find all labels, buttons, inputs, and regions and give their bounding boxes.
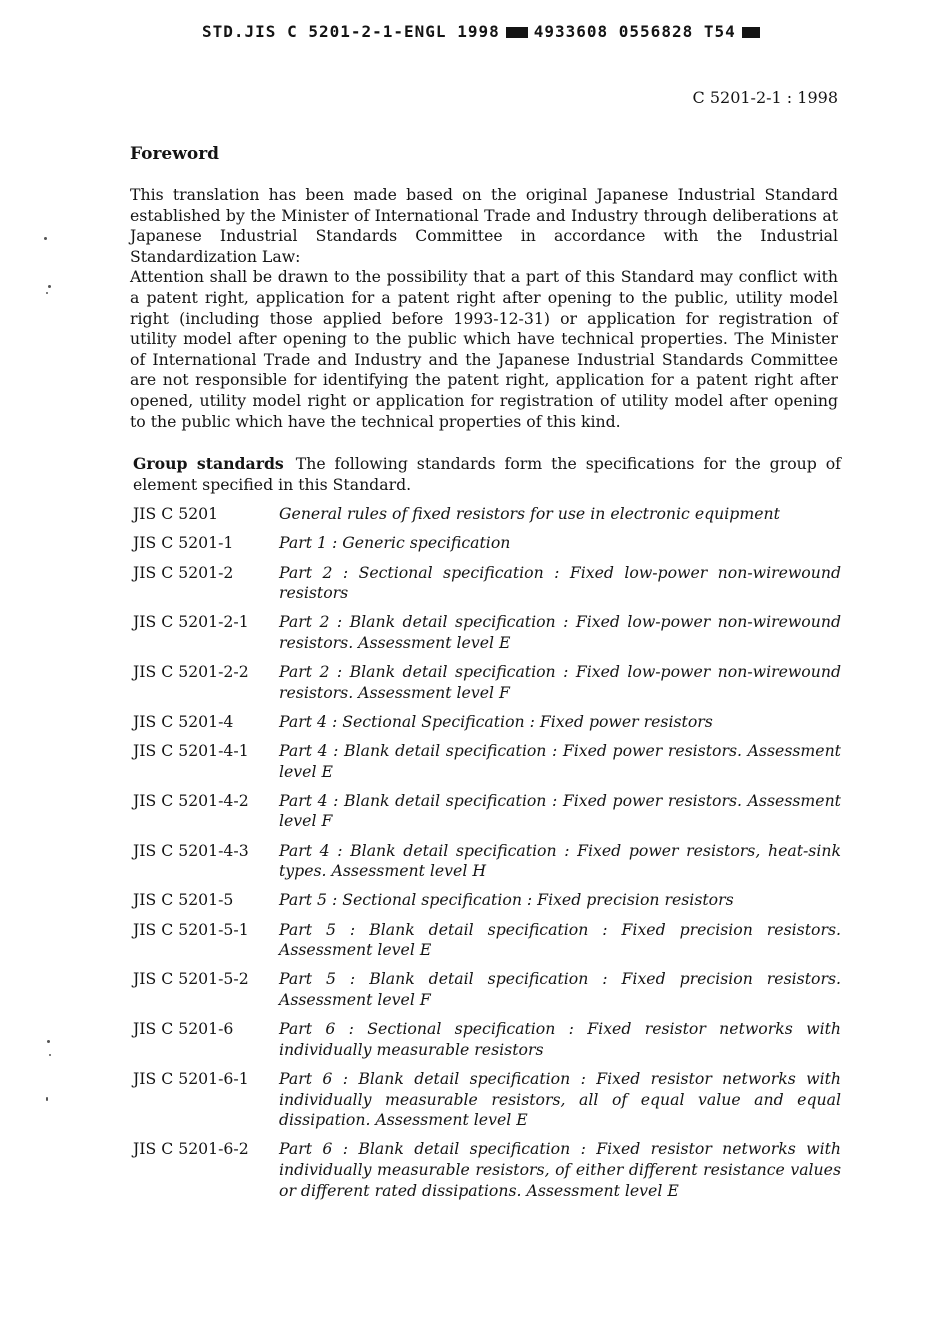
standard-list-item — [133, 1019, 841, 1060]
standard-number: C 5201-2-1 : 1998 — [692, 88, 838, 107]
standard-code: JIS C 5201-4-1 — [133, 741, 249, 761]
foreword-heading: Foreword — [130, 144, 220, 164]
standard-list-item — [133, 533, 841, 554]
standard-code: JIS C 5201-6-2 — [133, 1139, 249, 1159]
standard-title: General rules of fixed resistors for use in electronic equipment — [279, 504, 780, 524]
standard-code: JIS C 5201-2-1 — [133, 612, 249, 632]
group-standards-label: Group standards — [133, 454, 284, 473]
standard-list-item — [133, 1139, 841, 1201]
standard-title: Part 2 : Sectional specification : Fixed low-power non-wirewound resistors — [279, 562, 841, 603]
standard-code: JIS C 5201-5 — [133, 890, 234, 910]
standard-list-item — [133, 1069, 841, 1131]
standard-code: JIS C 5201 — [133, 504, 219, 524]
standard-list-item — [133, 920, 841, 961]
group-standards-section — [133, 454, 841, 1210]
standard-title: Part 4 : Blank detail specification : Fixed power resistors, heat-sink types. Assessment level H — [279, 840, 841, 881]
standard-title: Part 4 : Blank detail specification : Fixed power resistors. Assessment level F — [279, 790, 841, 831]
scan-speck — [48, 285, 51, 288]
standard-title: Part 2 : Blank detail specification : Fixed low-power non-wirewound resistors. Assessment level F — [279, 662, 841, 702]
header-block-mark-end — [742, 27, 760, 38]
standard-list-item — [133, 504, 841, 525]
standard-list-item — [133, 712, 841, 733]
standard-code: JIS C 5201-1 — [133, 533, 234, 553]
standard-code: JIS C 5201-2-2 — [133, 662, 249, 682]
header-block-mark — [506, 27, 528, 38]
scan-speck — [46, 292, 48, 294]
standard-code: JIS C 5201-2 — [133, 562, 234, 582]
standard-list-item — [133, 563, 841, 604]
standard-title: Part 6 : Sectional specification : Fixed resistor networks with individually measurable resistors — [279, 1019, 841, 1059]
standard-code: JIS C 5201-6-1 — [133, 1068, 249, 1088]
foreword-body — [130, 185, 838, 432]
standard-title: Part 2 : Blank detail specification : Fixed low-power non-wirewound resistors. Assessment level E — [279, 612, 841, 652]
page-header — [202, 22, 760, 41]
standard-code: JIS C 5201-4-3 — [133, 840, 249, 860]
header-barcode-number: 4933608 0556828 T54 — [533, 22, 736, 41]
group-standards-intro-text: The following standards form the specifications for the group of element specified in this Standard. — [133, 454, 841, 494]
standard-title: Part 5 : Sectional specification : Fixed precision resistors — [279, 890, 734, 910]
standard-title: Part 6 : Blank detail specification : Fixed resistor networks with individually measurable resistors, of either different resistance values or different rated dissipations. Assessment level E — [279, 1139, 841, 1200]
standard-code: JIS C 5201-5-1 — [133, 919, 249, 939]
standard-title: Part 4 : Sectional Specification : Fixed power resistors — [279, 711, 713, 731]
group-standards-intro — [133, 454, 841, 495]
scan-speck — [47, 1040, 50, 1043]
standard-list-item — [133, 890, 841, 911]
standard-code: JIS C 5201-6 — [133, 1019, 234, 1039]
standard-list-item — [133, 969, 841, 1010]
standard-code: JIS C 5201-4-2 — [133, 790, 249, 810]
standard-title: Part 4 : Blank detail specification : Fixed power resistors. Assessment level E — [279, 741, 841, 781]
standard-title: Part 6 : Blank detail specification : Fixed resistor networks with individually measurable resistors, all of equal value and equal dissipation. Assessment level E — [279, 1068, 841, 1130]
standard-title: Part 1 : Generic specification — [279, 533, 511, 553]
standard-list-item — [133, 662, 841, 703]
standard-code: JIS C 5201-5-2 — [133, 969, 249, 989]
foreword-paragraph-2: Attention shall be drawn to the possibility that a part of this Standard may conflict with a patent right, application for a patent right after opening to the public, utility model right (including those applied before 1993-12-31) or application for registration of utility model after opening to the public which have technical properties. The Minister of International Trade and Industry and the Japanese Industrial Standards Committee are not responsible for identifying the patent right, application for a patent right after opened, utility model right or application for registration of utility model after opening to the public which have the technical properties of this kind. — [130, 267, 838, 431]
header-document-id: STD.JIS C 5201-2-1-ENGL 1998 — [202, 22, 500, 41]
standard-title: Part 5 : Blank detail specification : Fixed precision resistors. Assessment level F — [279, 969, 841, 1009]
foreword-paragraph-1: This translation has been made based on the original Japanese Industrial Standard established by the Minister of International Trade and Industry through deliberations at Japanese Industrial Standards Committee in accordance with the Industrial Standardization Law: — [130, 185, 838, 266]
standard-list-item — [133, 841, 841, 882]
standard-code: JIS C 5201-4 — [133, 711, 234, 731]
standard-list-item — [133, 612, 841, 653]
scan-speck — [49, 1054, 51, 1056]
standard-list-item — [133, 791, 841, 832]
standard-list-item — [133, 741, 841, 782]
scan-speck — [46, 1097, 48, 1101]
standard-title: Part 5 : Blank detail specification : Fixed precision resistors. Assessment level E — [279, 919, 841, 960]
scan-speck — [44, 237, 47, 240]
